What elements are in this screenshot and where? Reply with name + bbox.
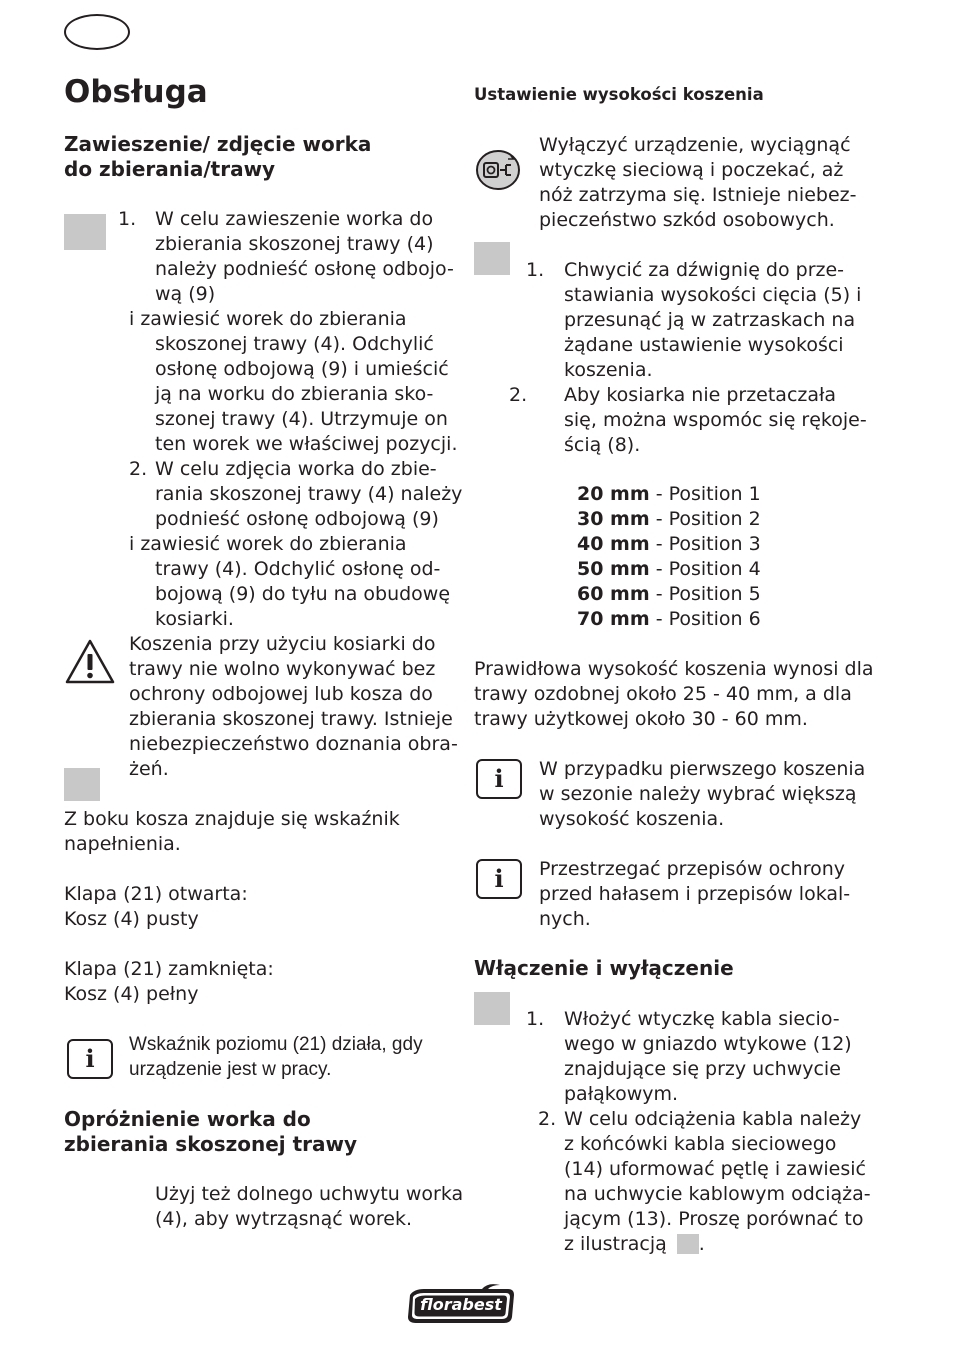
list-text: wą (9) xyxy=(155,283,216,305)
text-line: Wyłączyć urządzenie, wyciągnąć xyxy=(539,134,851,156)
list-item-line xyxy=(118,332,458,357)
fill-indicator-text xyxy=(64,807,400,857)
warning-icon xyxy=(64,638,116,686)
list-text: na uchwycie kablowym odciąża- xyxy=(564,1183,871,1205)
text-line: nóż zatrzyma się. Istnieje niebez- xyxy=(539,184,857,206)
list-text: się, można wspomóc się rękoje- xyxy=(564,409,867,431)
height-value: 20 mm xyxy=(577,483,650,505)
page-title: Obsługa xyxy=(64,74,208,110)
position-label: - Position 3 xyxy=(649,533,761,555)
list-number: 2. xyxy=(129,458,148,480)
info-icon: i xyxy=(67,1039,113,1079)
unplug-icon xyxy=(474,147,522,193)
list-item-line xyxy=(118,532,458,557)
list-text: Chwycić za dźwignię do prze- xyxy=(564,259,845,281)
info-first-mow-text xyxy=(539,757,865,832)
info-icon: i xyxy=(476,859,522,899)
list-item-line xyxy=(509,358,889,383)
list-number: 1. xyxy=(526,259,545,281)
list-item-line xyxy=(118,432,458,457)
list-item-line xyxy=(118,382,458,407)
list-item-line xyxy=(509,1107,889,1132)
list-item-line xyxy=(509,333,889,358)
text-line: trawy ozdobnej około 25 - 40 mm, a dla xyxy=(474,683,852,705)
list-item-line xyxy=(118,407,458,432)
text-line: Kosz (4) pusty xyxy=(64,908,199,930)
text-line: przed hałasem i przepisów lokal- xyxy=(539,883,851,905)
list-text: i zawiesić worek do zbierania xyxy=(129,308,407,330)
correct-height-text xyxy=(474,657,874,732)
list-text: żądane ustawienie wysokości xyxy=(564,334,844,356)
list-text: bojową (9) do tyłu na obudowę xyxy=(155,583,451,605)
list-text: ścią (8). xyxy=(564,434,641,456)
list-item-line xyxy=(118,482,463,507)
list-item-line xyxy=(509,1057,889,1082)
list-item-line xyxy=(118,457,458,482)
section-heading-on-off: Włączenie i wyłączenie xyxy=(474,956,734,980)
text-line: Wskaźnik poziomu (21) działa, gdy xyxy=(129,1034,423,1055)
list-text: z ilustracją . xyxy=(564,1233,705,1255)
list-item-line xyxy=(118,207,458,232)
section-heading-line: Opróżnienie worka do xyxy=(64,1107,311,1131)
florabest-logo xyxy=(404,1283,518,1327)
list-item-line xyxy=(118,257,458,282)
list-item-line xyxy=(118,357,458,382)
position-label: - Position 6 xyxy=(649,608,761,630)
section-heading-empty-bag xyxy=(64,1107,357,1157)
text-line: napełnienia. xyxy=(64,833,181,855)
position-label: - Position 1 xyxy=(649,483,761,505)
list-text: zbierania skoszonej trawy (4) xyxy=(155,233,434,255)
height-position-row xyxy=(577,507,761,532)
list-item-line xyxy=(509,308,889,333)
list-text: kosiarki. xyxy=(155,608,234,630)
list-number: 1. xyxy=(118,208,137,230)
list-text: Włożyć wtyczkę kabla siecio- xyxy=(564,1008,840,1030)
list-item-line xyxy=(118,607,458,632)
list-text: przesunąć ją w zatrzaskach na xyxy=(564,309,856,331)
text-line: (4), aby wytrząsnąć worek. xyxy=(155,1208,413,1230)
text-line: nych. xyxy=(539,908,591,930)
list-text: ją na worku do zbierania sko- xyxy=(155,383,434,405)
list-item-line xyxy=(509,1132,889,1157)
list-text: (14) uformować pętlę i zawiesić xyxy=(564,1158,866,1180)
list-item-line xyxy=(509,1082,889,1107)
text-line: Kosz (4) pełny xyxy=(64,983,199,1005)
text-line: w sezonie należy wybrać większą xyxy=(539,783,857,805)
text-line: Klapa (21) zamknięta: xyxy=(64,958,274,980)
warning-line: zbierania skoszonej trawy. Istnieje xyxy=(129,708,453,730)
list-text: z końcówki kabla sieciowego xyxy=(564,1133,837,1155)
position-label: - Position 5 xyxy=(649,583,761,605)
height-position-row xyxy=(577,582,761,607)
list-text: koszenia. xyxy=(564,359,653,381)
list-item-line xyxy=(509,1207,889,1232)
list-item-line xyxy=(118,507,458,532)
text-line: Prawidłowa wysokość koszenia wynosi dla xyxy=(474,658,874,680)
warning-line: Koszenia przy użyciu kosiarki do xyxy=(129,633,436,655)
warning-text xyxy=(129,632,458,782)
height-position-row xyxy=(577,532,761,557)
list-number: 1. xyxy=(526,1008,545,1030)
list-text: ten worek we właściwej pozycji. xyxy=(155,433,458,455)
list-number: 2. xyxy=(509,384,528,406)
language-tag-oval xyxy=(64,14,130,50)
list-text: podnieść osłonę odbojową (9) xyxy=(155,508,439,530)
height-value: 40 mm xyxy=(577,533,650,555)
figure-reference-box xyxy=(474,992,510,1025)
list-text: osłonę odbojową (9) i umieścić xyxy=(155,358,449,380)
list-item-line xyxy=(509,283,889,308)
text-line: wtyczkę sieciową i poczekać, aż xyxy=(539,159,844,181)
logo-text: florabest xyxy=(420,1295,502,1314)
height-value: 50 mm xyxy=(577,558,650,580)
list-text: znajdujące się przy uchwycie xyxy=(564,1058,841,1080)
text-line: Użyj też dolnego uchwytu worka xyxy=(155,1183,464,1205)
list-text: należy podnieść osłonę odbojo- xyxy=(155,258,454,280)
height-value: 70 mm xyxy=(577,608,650,630)
list-item-line xyxy=(509,433,889,458)
warning-line: trawy nie wolno wykonywać bez xyxy=(129,658,436,680)
figure-reference-box xyxy=(677,1234,699,1254)
list-item-line xyxy=(509,1182,889,1207)
list-text: wego w gniazdo wtykowe (12) xyxy=(564,1033,852,1055)
list-item-line xyxy=(118,582,458,607)
list-text: W celu odciążenia kabla należy xyxy=(564,1108,862,1130)
info-level-text xyxy=(129,1032,423,1082)
unplug-warning-text xyxy=(539,133,856,233)
height-value: 30 mm xyxy=(577,508,650,530)
height-value: 60 mm xyxy=(577,583,650,605)
text-line: trawy użytkowej około 30 - 60 mm. xyxy=(474,708,808,730)
empty-bag-text xyxy=(155,1182,463,1232)
warning-line: ochrony odbojowej lub kosza do xyxy=(129,683,433,705)
list-item-line xyxy=(118,557,458,582)
list-text: pałąkowym. xyxy=(564,1083,679,1105)
list-text: trawy (4). Odchylić osłonę od- xyxy=(155,558,441,580)
warning-line: żeń. xyxy=(129,758,169,780)
list-text: W celu zdjęcia worka do zbie- xyxy=(155,458,437,480)
list-text: rania skoszonej trawy (4) należy xyxy=(155,483,463,505)
list-text: stawiania wysokości cięcia (5) i xyxy=(564,284,862,306)
position-label: - Position 4 xyxy=(649,558,761,580)
list-item-line xyxy=(509,258,889,283)
height-positions xyxy=(577,482,761,632)
list-item-line xyxy=(509,383,889,408)
list-item-line xyxy=(509,408,889,433)
figure-reference-box xyxy=(474,242,510,275)
flap-closed-text xyxy=(64,957,274,1007)
section-heading-line: do zbierania/trawy xyxy=(64,157,276,181)
list-text: skoszonej trawy (4). Odchylić xyxy=(155,333,434,355)
punctuation: . xyxy=(698,1233,705,1255)
list-item-line xyxy=(509,1232,889,1257)
flap-open-text xyxy=(64,882,248,932)
text-line: urządzenie jest w pracy. xyxy=(129,1059,332,1080)
section-heading-hang-bag xyxy=(64,132,371,182)
text-line: pieczeństwo szkód osobowych. xyxy=(539,209,835,231)
height-position-row xyxy=(577,482,761,507)
height-position-row xyxy=(577,607,761,632)
text-line: Z boku kosza znajduje się wskaźnik xyxy=(64,808,400,830)
text-line: Klapa (21) otwarta: xyxy=(64,883,248,905)
list-item-line xyxy=(118,307,458,332)
list-number: 2. xyxy=(538,1108,557,1130)
text-line: wysokość koszenia. xyxy=(539,808,725,830)
list-text: szonej trawy (4). Utrzymuje on xyxy=(155,408,448,430)
info-icon: i xyxy=(476,759,522,799)
list-item-line xyxy=(118,232,458,257)
list-text: Aby kosiarka nie przetaczała xyxy=(564,384,837,406)
figure-reference-box xyxy=(64,768,100,801)
list-text: i zawiesić worek do zbierania xyxy=(129,533,407,555)
list-item-line xyxy=(509,1157,889,1182)
height-position-row xyxy=(577,557,761,582)
list-text: jącym (13). Proszę porównać to xyxy=(564,1208,864,1230)
section-heading-line: zbierania skoszonej trawy xyxy=(64,1132,358,1156)
text-line: Przestrzegać przepisów ochrony xyxy=(539,858,846,880)
warning-line: niebezpieczeństwo doznania obra- xyxy=(129,733,458,755)
position-label: - Position 2 xyxy=(649,508,761,530)
section-heading-cutting-height: Ustawienie wysokości koszenia xyxy=(474,85,764,104)
list-item-line xyxy=(118,282,458,307)
info-noise-text xyxy=(539,857,850,932)
figure-reference-box xyxy=(64,214,106,250)
text-line: W przypadku pierwszego koszenia xyxy=(539,758,866,780)
section-heading-line: Zawieszenie/ zdjęcie worka xyxy=(64,132,372,156)
list-item-line xyxy=(509,1007,889,1032)
list-text: W celu zawieszenie worka do xyxy=(155,208,434,230)
list-item-line xyxy=(509,1032,889,1057)
